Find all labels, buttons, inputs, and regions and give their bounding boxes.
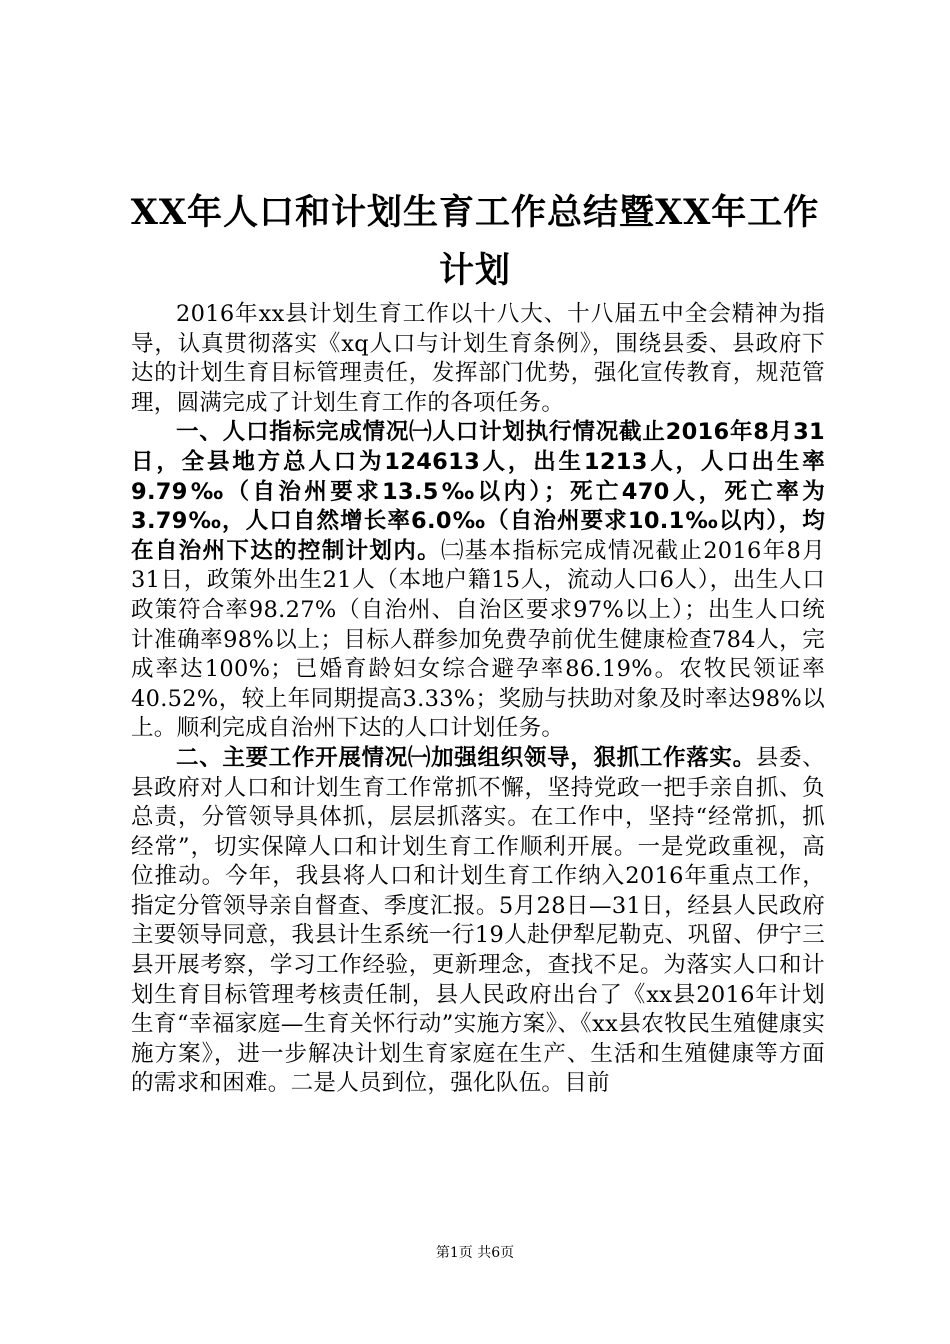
paragraph-intro-text: 2016年xx县计划生育工作以十八大、十八届五中全会精神为指导，认真贯彻落实《xq人口与计划生育条例》，围绕县委、县政府下达的计划生育目标管理责任，发挥部门优势，强化宣传教育，规范管理，圆满完成了计划生育工作的各项任务。 xyxy=(131,301,825,416)
section-heading-population-indicators: 一、人口指标完成情况㈠人口计划执行情况截止2016年8月31日，全县地方总人口为124613人，出生1213人，人口出生率9.79‰（自治州要求13.5‰以内）；死亡470人，死亡率为3.79‰，人口自然增长率6.0‰（自治州要求10.1‰以内），均在自治州下达的控制计划内。 xyxy=(131,419,825,564)
paragraph-population-indicators xyxy=(131,418,825,744)
document-body xyxy=(131,300,825,1099)
document-title: XX年人口和计划生育工作总结暨XX年工作计划 xyxy=(130,192,820,291)
paragraph-main-work xyxy=(131,744,825,1099)
paragraph-population-indicators-text: ㈡基本指标完成情况截止2016年8月31日，政策外出生21人（本地户籍15人，流动人口6人），出生人口政策符合率98.27%（自治州、自治区要求97%以上）；出生人口统计准确率98%以上；目标人群参加免费孕前优生健康检查784人，完成率达100%；已婚育龄妇女综合避孕率86.19%。农牧民领证率40.52%，较上年同期提高3.33%；奖励与扶助对象及时率达98%以上。顺利完成自治州下达的人口计划任务。 xyxy=(131,537,825,742)
section-heading-main-work: 二、主要工作开展情况㈠加强组织领导，狠抓工作落实。 xyxy=(176,744,756,771)
page-number-footer: 第1页 共6页 xyxy=(435,1245,515,1261)
paragraph-main-work-text: 县委、县政府对人口和计划生育工作常抓不懈，坚持党政一把手亲自抓、负总责，分管领导具体抓，层层抓落实。在工作中，坚持“经常抓，抓经常”，切实保障人口和计划生育工作顺利开展。一是党政重视，高位推动。今年，我县将人口和计划生育工作纳入2016年重点工作，指定分管领导亲自督查、季度汇报。5月28日—31日，经县人民政府主要领导同意，我县计生系统一行19人赴伊犁尼勒克、巩留、伊宁三县开展考察，学习工作经验，更新理念，查找不足。为落实人口和计划生育目标管理考核责任制，县人民政府出台了《xx县2016年计划生育“幸福家庭—生育关怀行动”实施方案》、《xx县农牧民生殖健康实施方案》，进一步解决计划生育家庭在生产、生活和生殖健康等方面的需求和困难。二是人员到位，强化队伍。目前 xyxy=(131,744,825,1097)
paragraph-intro xyxy=(131,300,825,418)
